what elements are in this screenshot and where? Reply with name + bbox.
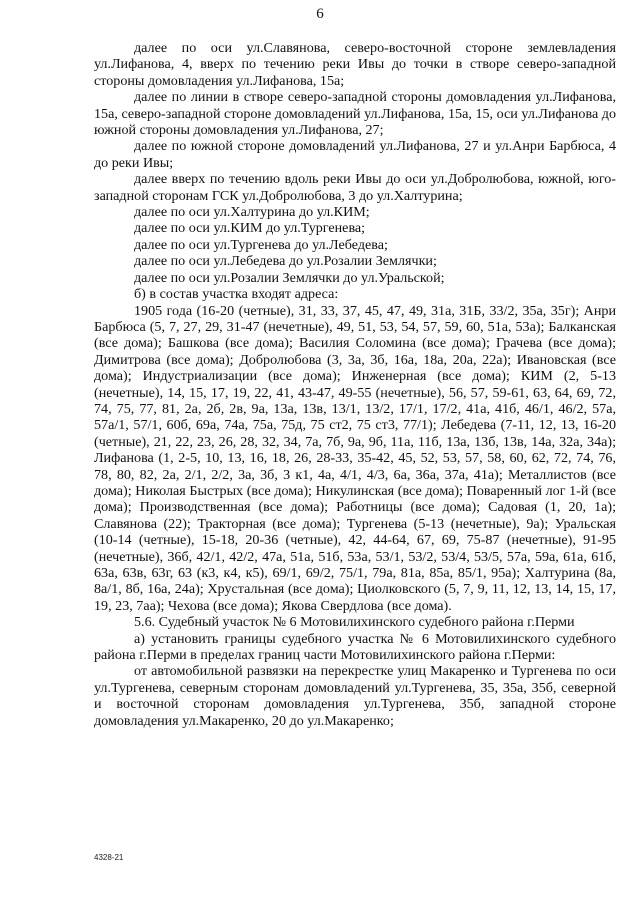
paragraph-5: далее по оси ул.Халтурина до ул.КИМ; [134, 204, 370, 221]
paragraph-1: далее по оси ул.Славянова, северо-восточной стороне землевладения ул.Лифанова, 4, вверх по течению реки Ивы до точки в створе северо-западной стороны домовладения ул.Лифанова, 15а; [94, 40, 616, 89]
paragraph-4: далее вверх по течению вдоль реки Ивы до оси ул.Добролюбова, южной, юго-западной сторонам ГСК ул.Добролюбова, 3 до ул.Халтурина; [94, 171, 616, 204]
footer-code: 4328-21 [94, 853, 124, 862]
section-heading-5-6: 5.6. Судебный участок № 6 Мотовилихинского судебного района г.Перми [134, 614, 575, 631]
paragraph-6: далее по оси ул.КИМ до ул.Тургенева; [134, 220, 366, 237]
paragraph-2: далее по линии в створе северо-западной стороны домовладения ул.Лифанова, 15а, северо-западной стороне домовладений ул.Лифанова, 15а, 15, оси ул.Лифанова до южной стороны домовладения ул.Лифанова, 27; [94, 89, 616, 139]
paragraph-9: далее по оси ул.Розалии Землячки до ул.Уральской; [134, 269, 445, 286]
paragraph-3: далее по южной стороне домовладений ул.Лифанова, 27 и ул.Анри Барбюса, 4 до реки Ивы; [94, 138, 616, 171]
paragraph-14: от автомобильной развязки на перекрестке улиц Макаренко и Тургенева по оси ул.Тургенева, северным сторонам домовладений ул.Тургенева, 35, 35а, 35б, северной и восточной сторонам домовладения ул.Тургенева, 35б, западной стороне домовладения ул.Макаренко, 20 до ул.Макаренко; [94, 663, 616, 729]
document-body [94, 40, 616, 729]
paragraph-8: далее по оси ул.Лебедева до ул.Розалии Землячки; [134, 253, 437, 270]
address-list-paragraph: 1905 года (16-20 (четные), 31, 33, 37, 45, 47, 49, 31а, 31Б, 33/2, 35а, 35г); Анри Барбюса (5, 7, 27, 29, 31-47 (нечетные), 49, 51, 53, 54, 57, 59, 60, 51а, 53а); Балканская (все дома); Башкова (все дома); Василия Соломина (все дома); Грачева (все дома); Димитрова (все дома); Добролюбова (3, 3а, 3б, 16а, 18а, 20а, 22а); Ивановская (все дома); Индустриализации (все дома); Инженерная (все дома); КИМ (2, 5-13 (нечетные), 14, 15, 17, 19, 22, 41, 43-47, 49-55 (нечетные), 56, 57, 59-61, 63, 64, 69, 72, 74, 75, 77, 81, 2а, 2б, 2в, 9а, 13а, 13в, 13/1, 13/2, 17/1, 17/2, 41а, 41б, 46/1, 46/2, 57а, 57а/1, 57/1, 60б, 69а, 74а, 75а, 75д, 75 ст2, 75 ст3, 77/1); Лебедева (7-11, 12, 13, 16-20 (четные), 21, 22, 23, 26, 28, 32, 34, 7а, 7б, 9а, 9б, 11а, 11б, 13а, 13б, 13в, 14а, 32а, 34а); Лифанова (1, 2-5, 10, 13, 16, 18, 26, 28-33, 35-42, 45, 52, 53, 57, 58, 60, 62, 72, 74, 76, 78, 80, 82, 2а, 2/1, 2/2, 3а, 3б, 3 к1, 4а, 4/1, 4/3, 6а, 36а, 37а, 41а); Металлистов (все дома); Николая Быстрых (все дома); Никулинская (все дома); Поваренный лог 1-й (все дома); Производственная (все дома); Работницы (все дома); Садовая (1, 20, 1а); Славянова (22); Тракторная (все дома); Тургенева (5-13 (нечетные), 9а); Уральская (10-14 (четные), 15-18, 20-36 (четные), 42, 44-64, 67, 69, 75-87 (нечетные), 91-95 (нечетные), 36б, 42/1, 42/2, 47а, 51а, 51б, 53а, 53/1, 53/2, 53/4, 53/5, 57а, 59а, 61а, 61б, 63а, 63в, 63г, 63 (к3, к4, к5), 69/1, 69/2, 75/1, 79а, 81а, 85а, 85/1, 95а); Халтурина (8а, 8а/1, 8б, 16а, 24а); Хрустальная (все дома); Циолковского (5, 7, 9, 11, 12, 13, 14, 15, 17, 19, 23, 7аа); Чехова (все дома); Якова Свердлова (все дома). [94, 302, 616, 614]
paragraph-7: далее по оси ул.Тургенева до ул.Лебедева; [134, 236, 388, 253]
paragraph-13: а) установить границы судебного участка № 6 Мотовилихинского судебного района г.Перми в пределах границ части Мотовилихинского района г.Перми: [94, 630, 616, 664]
page-number: 6 [316, 6, 324, 22]
paragraph-10: б) в состав участка входят адреса: [134, 286, 339, 303]
